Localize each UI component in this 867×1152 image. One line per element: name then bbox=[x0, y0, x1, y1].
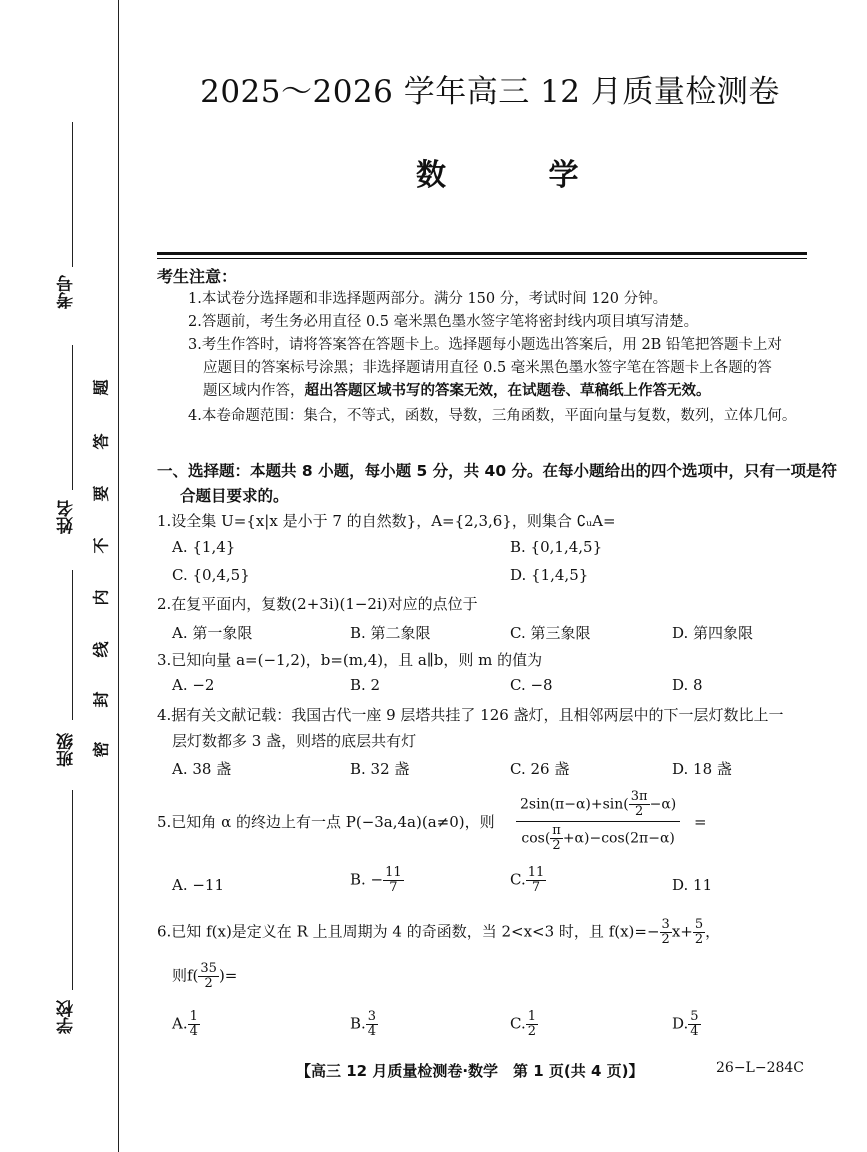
q3-option-c[interactable]: C. −8 bbox=[510, 676, 553, 694]
q2-option-c[interactable]: C. 第三象限 bbox=[510, 624, 591, 642]
question-3-stem: 3.已知向量 a=(−1,2)，b=(m,4)，且 a∥b，则 m 的值为 bbox=[157, 651, 543, 669]
seal-char: 答 bbox=[91, 433, 111, 450]
q2-option-b[interactable]: B. 第二象限 bbox=[350, 624, 431, 642]
seal-char: 线 bbox=[91, 641, 111, 658]
xingming-blank[interactable] bbox=[72, 345, 73, 490]
question-6-stem: 6.已知 f(x)是定义在 R 上且周期为 4 的奇函数，当 2<x<3 时，且 f(x)=− $\frac{3}{2}$ x+ $\frac{5}{2}$ ， bbox=[157, 917, 721, 947]
q4-option-b[interactable]: B. 32 盏 bbox=[350, 760, 410, 778]
xuexiao-label: 学校 bbox=[57, 1000, 77, 1034]
note-4: 4.本卷命题范围：集合，不等式，函数，导数，三角函数，平面向量与复数，数列，立体几何。 bbox=[188, 408, 797, 424]
kaohao-blank[interactable] bbox=[72, 122, 73, 267]
note-3: 3.考生作答时，请将答案答在答题卡上。选择题每小题选出答案后，用 2B 铅笔把答题卡上对 bbox=[188, 337, 782, 353]
xuexiao-blank[interactable] bbox=[72, 790, 73, 990]
header-rule-thin bbox=[157, 258, 807, 259]
section-heading: 一、选择题：本题共 8 小题，每小题 5 分，共 40 分。在每小题给出的四个选项中，只有一项是符 bbox=[157, 462, 838, 480]
exam-title: 2025～2026 学年高三 12 月质量检测卷 bbox=[200, 74, 780, 110]
question-6-then: 则f( $\frac{35}{2}$ )= bbox=[172, 961, 238, 991]
q5-option-a[interactable]: A. −11 bbox=[172, 876, 225, 894]
seal-char: 密 bbox=[91, 741, 111, 758]
q6-option-a[interactable]: A. $\frac{1}{4}$ bbox=[172, 1009, 198, 1039]
seal-char: 封 bbox=[91, 691, 111, 708]
q4-option-d[interactable]: D. 18 盏 bbox=[672, 760, 732, 778]
question-2-stem: 2.在复平面内，复数(2+3i)(1−2i)对应的点位于 bbox=[157, 595, 478, 613]
q5-equals: = bbox=[694, 813, 707, 831]
question-4-stem: 4.据有关文献记载：我国古代一座 9 层塔共挂了 126 盏灯，且相邻两层中的下一层灯数比上一 bbox=[157, 706, 784, 724]
q3-option-d[interactable]: D. 8 bbox=[672, 676, 703, 694]
seal-char: 内 bbox=[91, 589, 111, 606]
page-footer: 【高三 12 月质量检测卷·数学 第 1 页(共 4 页)】 bbox=[296, 1062, 644, 1080]
question-5-stem: 5.已知角 α 的终边上有一点 P(−3a,4a)(a≠0)，则 bbox=[157, 813, 495, 831]
paper-code: 26−L−284C bbox=[716, 1060, 805, 1076]
subject-title: 数 学 bbox=[416, 158, 625, 193]
seal-char: 要 bbox=[91, 485, 111, 502]
q5-option-d[interactable]: D. 11 bbox=[672, 876, 713, 894]
q1-option-a[interactable]: A. {1,4} bbox=[172, 538, 236, 556]
q3-option-a[interactable]: A. −2 bbox=[172, 676, 215, 694]
q2-option-d[interactable]: D. 第四象限 bbox=[672, 624, 754, 642]
q5-fraction bbox=[516, 790, 680, 853]
q5-denominator: cos( $\frac{\pi}{2}$ +α)−cos(2π−α) bbox=[521, 823, 675, 853]
notes-heading: 考生注意： bbox=[157, 267, 238, 286]
q1-option-b[interactable]: B. {0,1,4,5} bbox=[510, 538, 603, 556]
q4-option-a[interactable]: A. 38 盏 bbox=[172, 760, 232, 778]
xingming-label: 姓名 bbox=[57, 500, 77, 534]
note-emphasis: 超出答题区域书写的答案无效，在试题卷、草稿纸上作答无效。 bbox=[304, 383, 711, 399]
q5-option-c[interactable]: C. $\frac{11}{7}$ bbox=[510, 865, 545, 895]
question-4-stem-cont: 层灯数都多 3 盏，则塔的底层共有灯 bbox=[172, 732, 417, 750]
q4-option-c[interactable]: C. 26 盏 bbox=[510, 760, 570, 778]
q6-option-c[interactable]: C. $\frac{1}{2}$ bbox=[510, 1009, 536, 1039]
q6-option-b[interactable]: B. $\frac{3}{4}$ bbox=[350, 1009, 377, 1039]
seal-char: 题 bbox=[91, 379, 111, 396]
q1-option-d[interactable]: D. {1,4,5} bbox=[510, 566, 589, 584]
seal-char: 不 bbox=[91, 537, 111, 554]
note-2: 2.答题前，考生务必用直径 0.5 毫米黑色墨水签字笔将密封线内项目填写清楚。 bbox=[188, 314, 699, 330]
question-1-stem: 1.设全集 U={x|x 是小于 7 的自然数}，A={2,3,6}，则集合 ∁ᵤA= bbox=[157, 512, 616, 530]
note-1: 1.本试卷分选择题和非选择题两部分。满分 150 分，考试时间 120 分钟。 bbox=[188, 291, 668, 307]
banji-blank[interactable] bbox=[72, 570, 73, 720]
kaohao-label: 考号 bbox=[57, 275, 77, 309]
note-3-cont2: 题区域内作答，超出答题区域书写的答案无效，在试题卷、草稿纸上作答无效。 bbox=[203, 383, 711, 399]
header-rule bbox=[157, 252, 807, 255]
note-3-cont: 应题目的答案标号涂黑；非选择题请用直径 0.5 毫米黑色墨水签字笔在答题卡上各题的答 bbox=[203, 360, 772, 376]
section-heading-cont: 合题目要求的。 bbox=[180, 487, 289, 505]
banji-label: 班级 bbox=[57, 733, 77, 767]
q3-option-b[interactable]: B. 2 bbox=[350, 676, 381, 694]
q6-option-d[interactable]: D. $\frac{5}{4}$ bbox=[672, 1009, 699, 1039]
seal-line bbox=[118, 0, 119, 1152]
q2-option-a[interactable]: A. 第一象限 bbox=[172, 624, 253, 642]
q5-option-b[interactable]: B. − $\frac{11}{7}$ bbox=[350, 865, 402, 895]
q5-numerator: 2sin(π−α)+sin( $\frac{3\pi}{2}$ −α) bbox=[516, 790, 680, 822]
q1-option-c[interactable]: C. {0,4,5} bbox=[172, 566, 250, 584]
